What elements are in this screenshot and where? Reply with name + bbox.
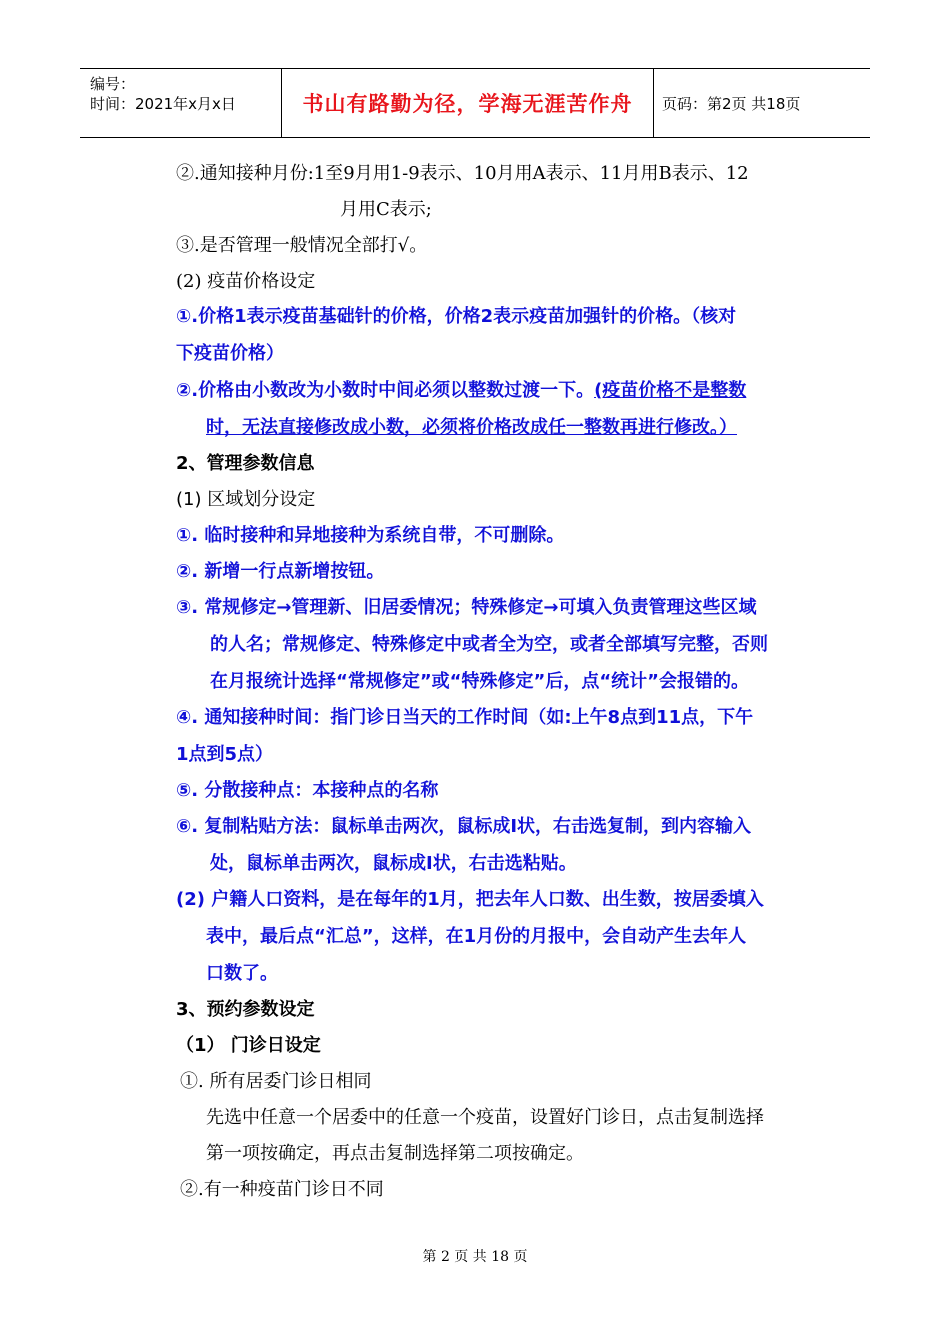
page-header <box>80 68 870 138</box>
body-line: 的人名；常规修定、特殊修定中或者全为空，或者全部填写完整，否则 <box>210 634 768 655</box>
body-line: 口数了。 <box>206 963 278 984</box>
section-heading: 2、管理参数信息 <box>176 453 315 474</box>
body-line: 下疫苗价格） <box>176 343 284 364</box>
header-motto-cell <box>282 69 654 137</box>
body-line: ④. 通知接种时间：指门诊日当天的工作时间（如:上午8点到11点，下午 <box>176 707 754 728</box>
page-info: 页码：第2页 共18页 <box>662 94 801 113</box>
header-left-cell <box>80 69 282 137</box>
body-line: ②. 新增一行点新增按钮。 <box>176 561 385 582</box>
body-line: 在月报统计选择“常规修定”或“特殊修定”后，点“统计”会报错的。 <box>210 671 749 692</box>
body-line: 月用C表示; <box>340 199 432 220</box>
section-heading: （1） 门诊日设定 <box>176 1035 321 1056</box>
body-line: ①. 临时接种和异地接种为系统自带，不可删除。 <box>176 525 565 546</box>
body-line: ⑥. 复制粘贴方法：鼠标单击两次，鼠标成I状，右击选复制，到内容输入 <box>176 816 752 837</box>
body-line: ③. 常规修定→管理新、旧居委情况；特殊修定→可填入负责管理这些区域 <box>176 597 757 618</box>
header-page-cell <box>654 69 870 137</box>
body-line: ①.价格1表示疫苗基础针的价格，价格2表示疫苗加强针的价格。（核对 <box>176 306 737 327</box>
page-footer: 第 2 页 共 18 页 <box>422 1249 528 1265</box>
serial-label: 编号： <box>90 75 136 93</box>
body-line: 第一项按确定，再点击复制选择第二项按确定。 <box>206 1143 584 1164</box>
body-line <box>176 379 746 403</box>
underlined-note: (疫苗价格不是整数 <box>594 380 747 401</box>
section-heading: (1) 区域划分设定 <box>176 489 316 510</box>
body-line: ②.有一种疫苗门诊日不同 <box>180 1179 384 1200</box>
body-line: 表中，最后点“汇总”，这样，在1月份的月报中，会自动产生去年人 <box>206 926 747 947</box>
section-heading: 3、预约参数设定 <box>176 999 315 1020</box>
body-line: 先选中任意一个居委中的任意一个疫苗，设置好门诊日，点击复制选择 <box>206 1107 764 1128</box>
body-line: ⑤. 分散接种点：本接种点的名称 <box>176 780 439 801</box>
body-line: (2) 户籍人口资料，是在每年的1月，把去年人口数、出生数，按居委填入 <box>176 889 764 910</box>
section-heading: (2) 疫苗价格设定 <box>176 271 316 292</box>
body-line: ②.通知接种月份:1至9月用1-9表示、10月用A表示、11月用B表示、12 <box>176 163 749 184</box>
body-line-part: ②.价格由小数改为小数时中间必须以整数过渡一下。 <box>176 380 595 401</box>
body-line: 1点到5点） <box>176 744 274 765</box>
underlined-note: 时，无法直接修改成小数，必须将价格改成任一整数再进行修改。） <box>206 417 737 438</box>
body-line: ①. 所有居委门诊日相同 <box>180 1071 372 1092</box>
date-label: 时间：2021年x月x日 <box>90 95 236 113</box>
body-line: ③.是否管理一般情况全部打√。 <box>176 235 428 256</box>
body-line: 处，鼠标单击两次，鼠标成I状，右击选粘贴。 <box>210 853 577 874</box>
motto-text: 书山有路勤为径，学海无涯苦作舟 <box>302 92 633 116</box>
